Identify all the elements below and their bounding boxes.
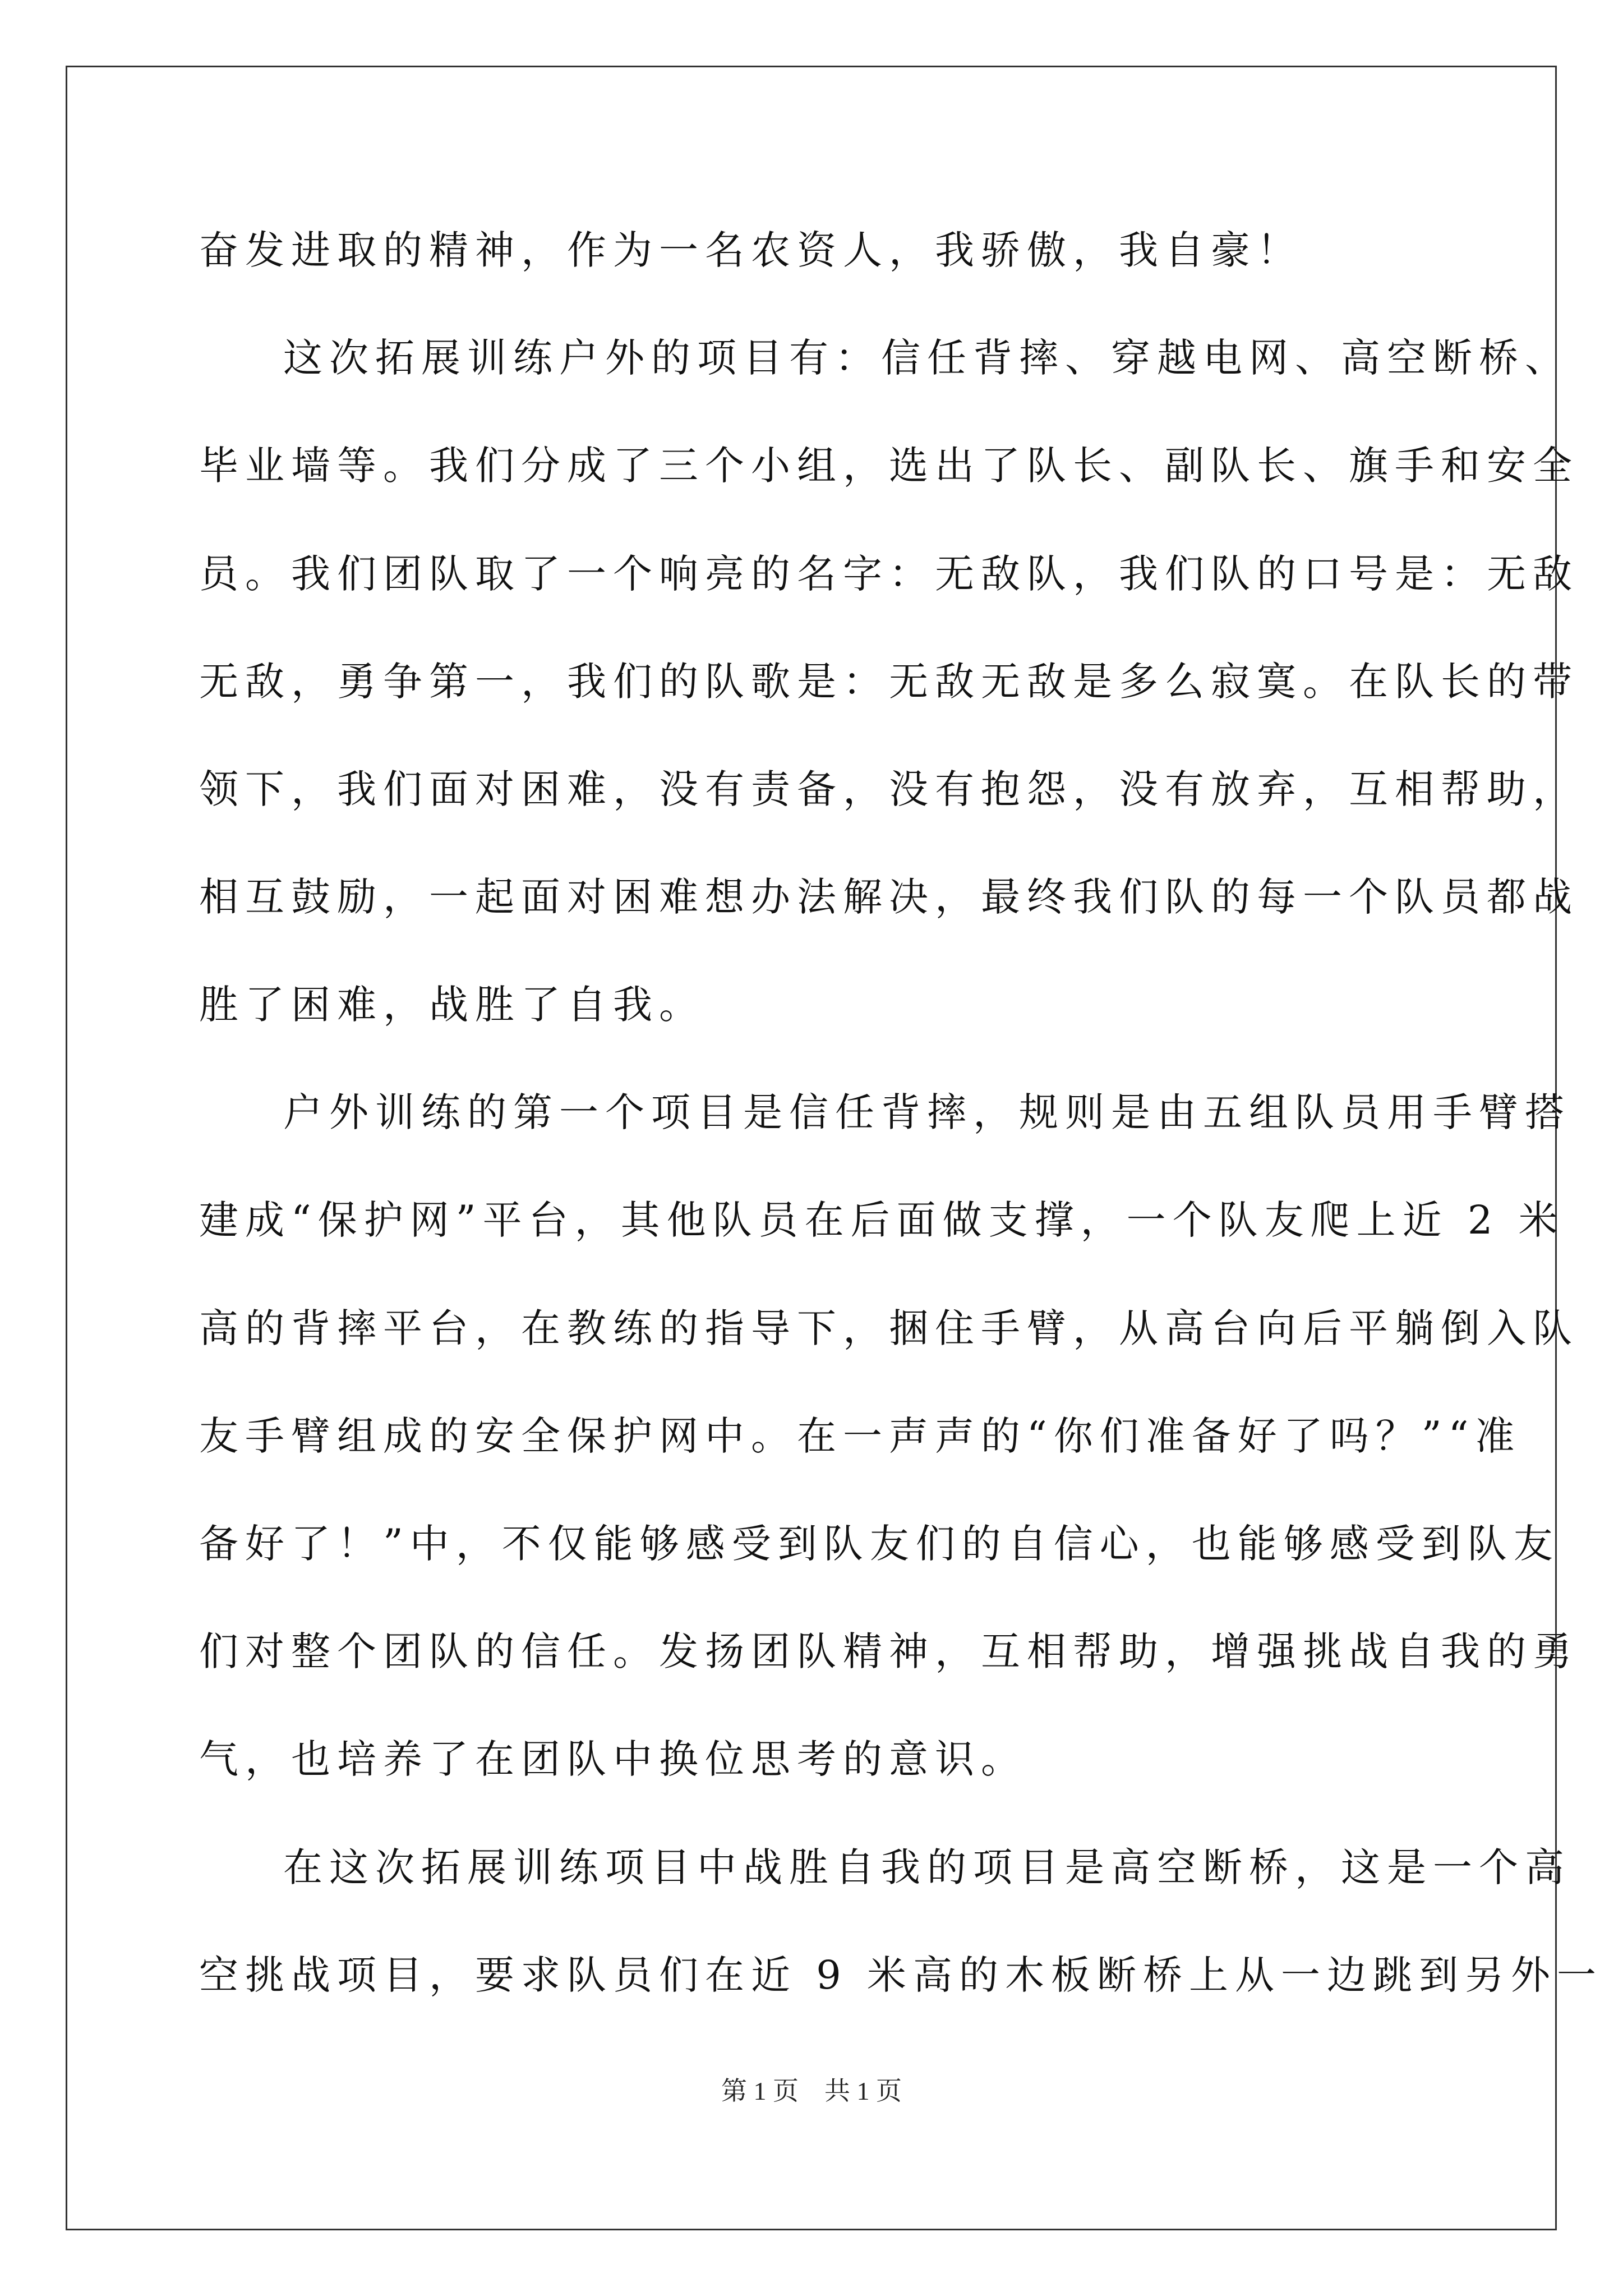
paragraph-4-line-2: 空挑战项目，要求队员们在近 9 米高的木板断桥上从一边跳到另外一 [199, 1952, 1603, 1998]
page-border [66, 66, 1603, 2230]
paragraph-3-line-6: 们对整个团队的信任。发扬团队精神，互相帮助，增强挑战自我的勇 [199, 1628, 1579, 1674]
text-line-1: 奋发进取的精神，作为一名农资人，我骄傲，我自豪！ [199, 227, 1303, 273]
paragraph-2-line-2: 毕业墙等。我们分成了三个小组，选出了队长、副队长、旗手和安全 [199, 443, 1579, 489]
paragraph-2-line-1: 这次拓展训练户外的项目有：信任背摔、穿越电网、高空断桥、 [283, 335, 1571, 381]
paragraph-2-line-3: 员。我们团队取了一个响亮的名字：无敌队，我们队的口号是：无敌 [199, 551, 1579, 597]
paragraph-2-line-5: 领下，我们面对困难，没有责备，没有抱怨，没有放弃，互相帮助， [199, 766, 1579, 812]
paragraph-4-line-1: 在这次拓展训练项目中战胜自我的项目是高空断桥，这是一个高 [283, 1844, 1571, 1890]
paragraph-2-line-7: 胜了困难，战胜了自我。 [199, 982, 705, 1028]
paragraph-3-line-3: 高的背摔平台，在教练的指导下，捆住手臂，从高台向后平躺倒入队 [199, 1305, 1579, 1351]
paragraph-3-line-1: 户外训练的第一个项目是信任背摔，规则是由五组队员用手臂搭 [283, 1089, 1571, 1135]
paragraph-2-line-6: 相互鼓励，一起面对困难想办法解决，最终我们队的每一个队员都战 [199, 874, 1579, 920]
paragraph-3-line-2: 建成“保护网”平台，其他队员在后面做支撑，一个队友爬上近 2 米 [199, 1197, 1565, 1243]
paragraph-3-line-7: 气，也培养了在团队中换位思考的意识。 [199, 1736, 1027, 1782]
paragraph-2-line-4: 无敌，勇争第一，我们的队歌是：无敌无敌是多么寂寞。在队长的带 [199, 659, 1579, 705]
paragraph-3-line-5: 备好了！”中，不仅能够感受到队友们的自信心，也能够感受到队友 [199, 1521, 1560, 1567]
page-footer: 第 1 页 共 1 页 [721, 2077, 902, 2105]
paragraph-3-line-4: 友手臂组成的安全保护网中。在一声声的“你们准备好了吗？”“准 [199, 1413, 1521, 1459]
